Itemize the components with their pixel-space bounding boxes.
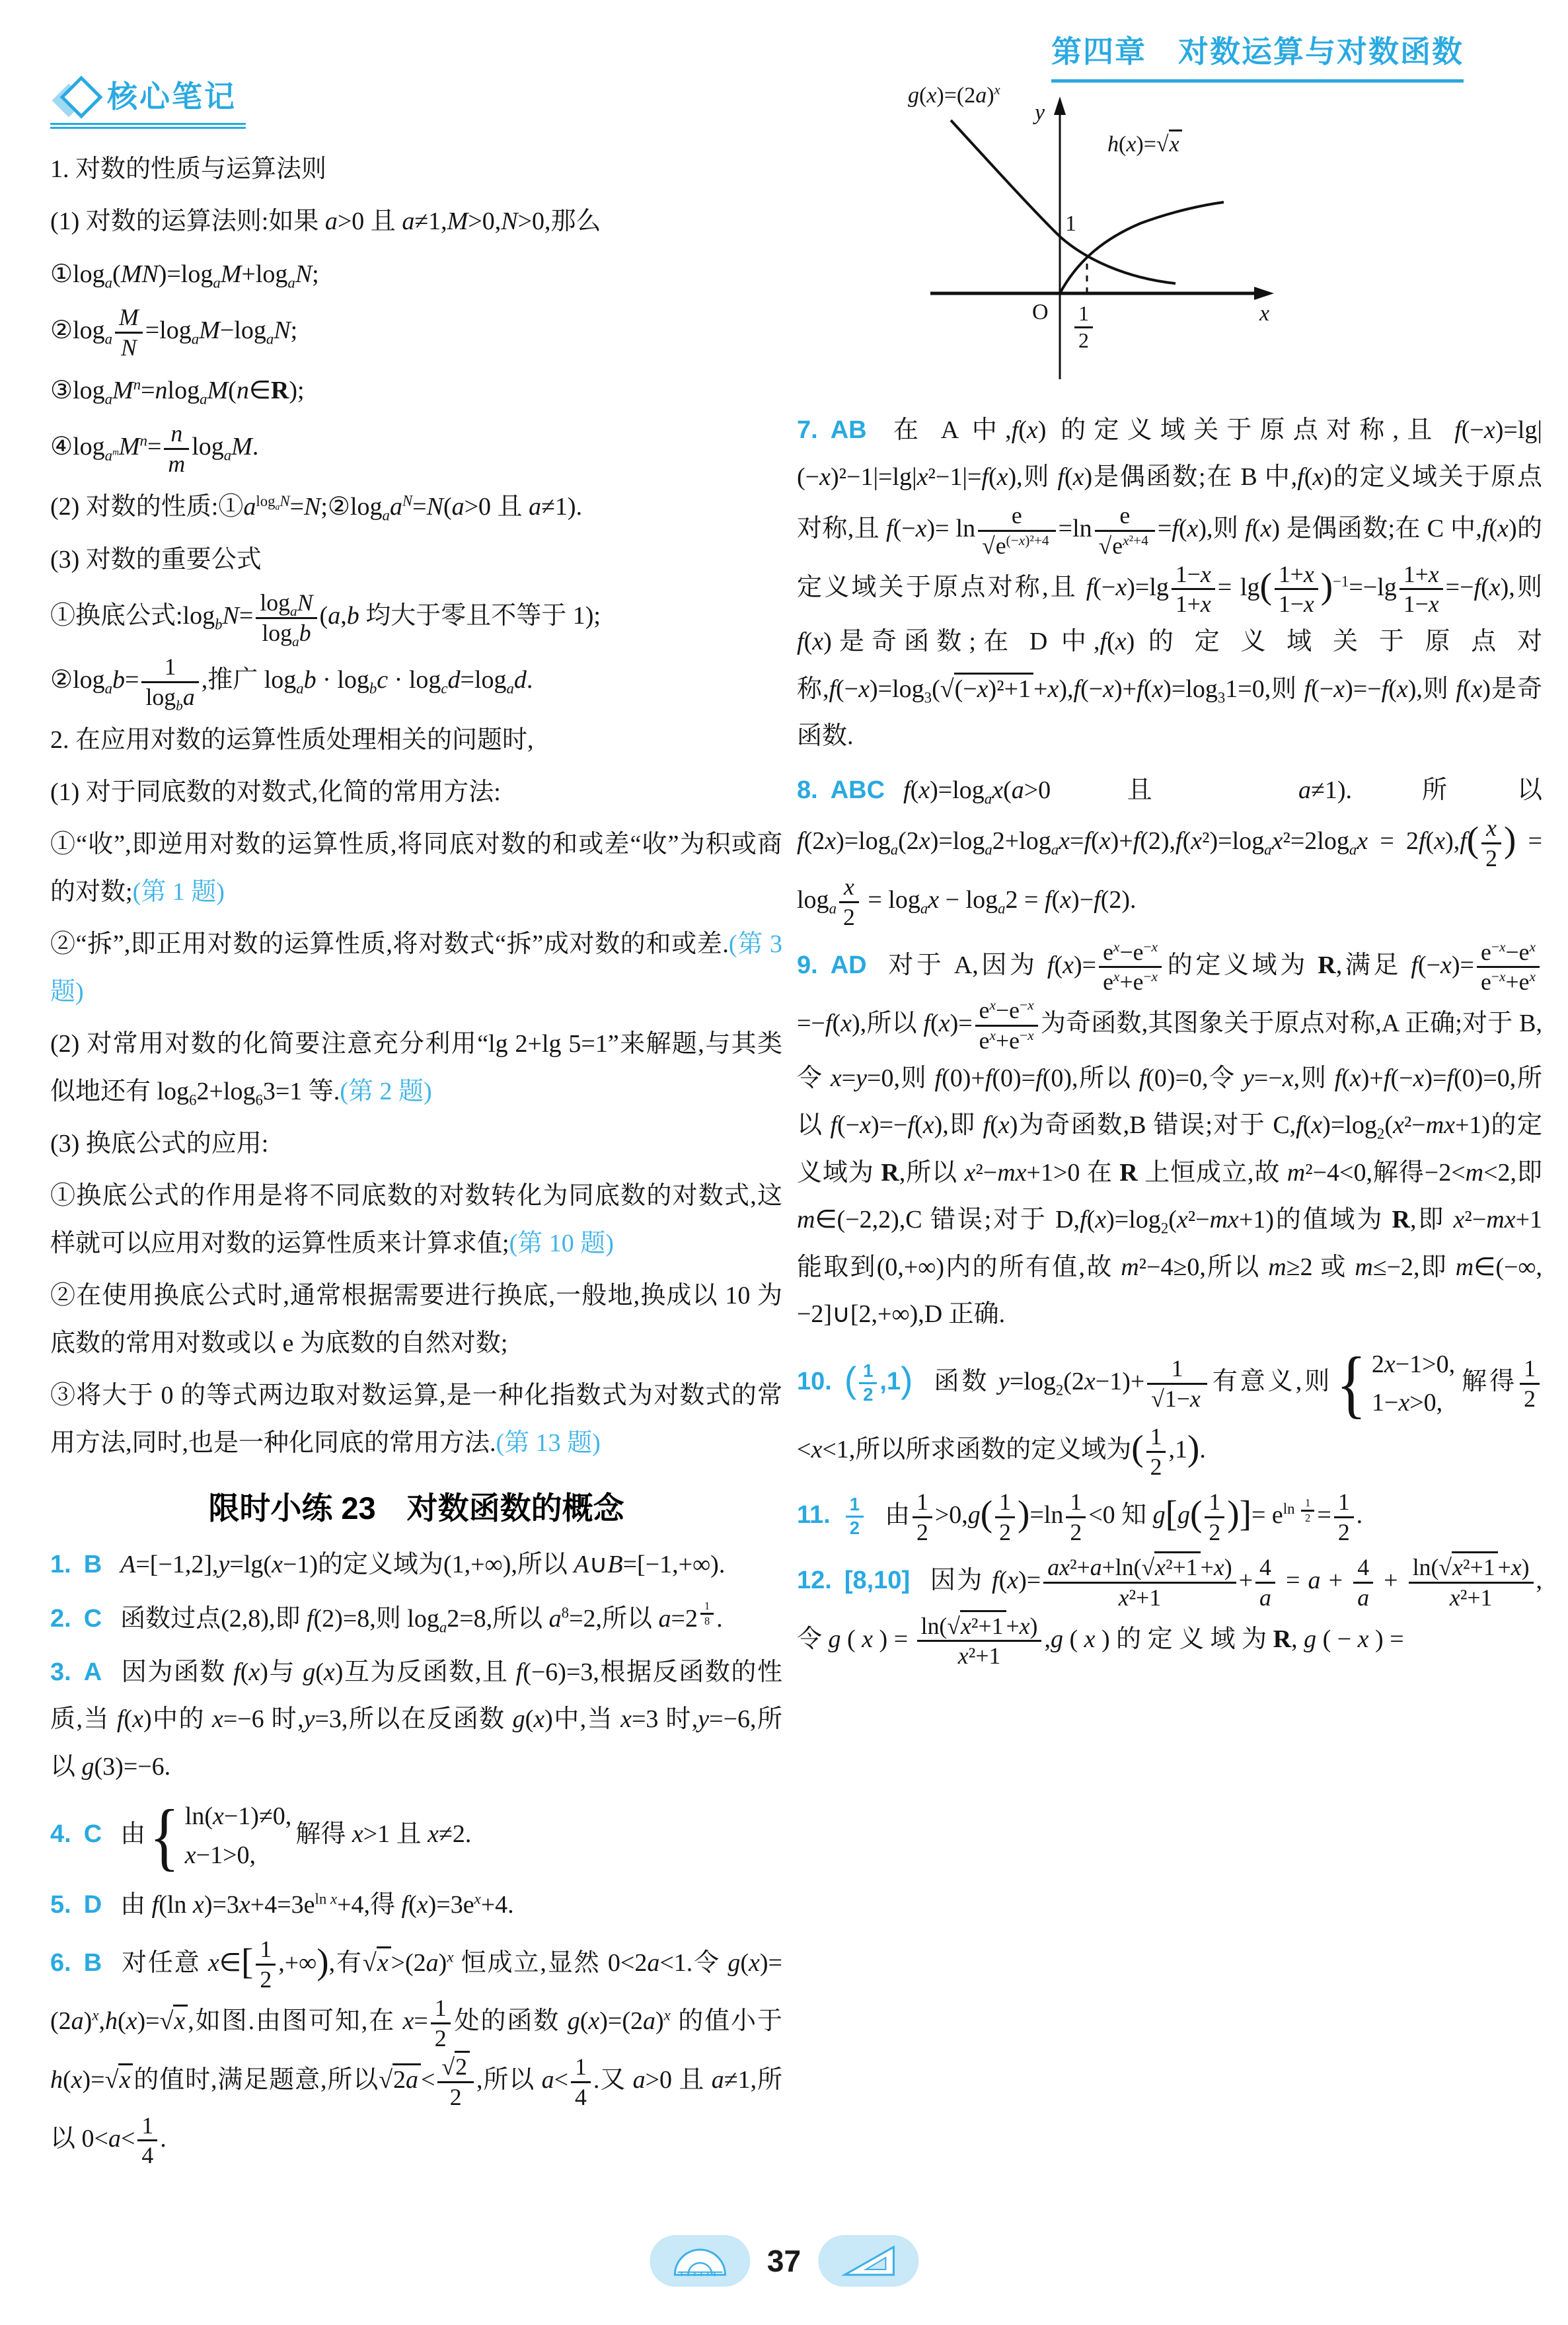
- answer-label: 8. ABC: [797, 776, 885, 804]
- solution-text: 对任意 x∈[ $\frac{1}{2}$ ,+∞),有$√x >(2a)^x$ 恒成立,显然 0<2a<1.令 $g(x)=(2a)^x,h(x)=√x$ ,如图.由图可知,在 x= $\frac{1}{2}$ 处的函数 $g(x)=(2a)^x$ 的值小于 h(x)=√x 的值时,满足题意,所以√2a < $\frac{√2}{2}$ ,所以 a< $\frac{1}{4}$ .又 a>0 且 a≠1,所以 0<a< $\frac{1}{4}$ .: [50, 1936, 782, 2169]
- solution-item: [50, 1596, 782, 1642]
- right-column: [797, 85, 1542, 1677]
- notes-paragraph: (1) 对数的运算法则:如果 a>0 且 a≠1,M>0,N>0,那么: [50, 207, 601, 236]
- notes-paragraph: 1. 对数的性质与运算法则: [50, 155, 327, 183]
- notes-paragraph: (3) 对数的重要公式: [50, 545, 262, 573]
- notes-paragraph: 2. 在应用对数的运算性质处理相关的问题时,: [50, 725, 534, 754]
- solution-text: 对于 A,因为 f(x)= $\frac{e^x-e^{-x}}{e^x+e^{-x}}$ 的定义域为 R,满足 f(−x)= $\frac{e^{-x}-e^x}{e^{-x}+e^x}$ =−f(x),所以 f(x)= $\frac{e^x-e^{-x}}{e^x+e^{-x}}$ 为奇函数,其图象关于原点对称,A 正确;对于 B,令 x=y=0,则 f(0)+f(0)=f(0),所以 f(0)=0,令 y=−x,则 f(x)+f(−x)=f(0)=0,所以 f(−x)=−f(x),即 f(x)为奇函数,B 错误;对于 $C,f(x)=\log_2(x^2-mx+1)$的定义域为 R,所以 x²−mx+1>0 在 R 上恒成立,故 m²−4<0,解得−2<m<2,即 m∈(−2,2),C 错误;对于 $D,f(x)=\log_2(x^2-mx+1)$的值域为 R,即 x²−mx+1 能取到(0,+∞)内的所有值,故 m²−4≥0,所以 m≥2 或 m≤−2,即 m∈(−∞,−2]∪[2,+∞),D 正确.: [797, 938, 1543, 1329]
- core-notes-body: [50, 146, 782, 1467]
- notes-paragraph: $④\log_{a^m}M^n=$ $\frac{n}{m}$ $\log_aM$.: [50, 420, 259, 478]
- x-axis-arrow: [1254, 287, 1274, 300]
- solution-item: [797, 767, 1542, 932]
- core-notes-badge: [50, 73, 246, 129]
- answer-label: 9. AD: [797, 951, 867, 979]
- notes-paragraph: ①换底公式的作用是将不同底数的对数转化为同底数的对数式,这样就可以应用对数的运算性质来计算求值;(第 10 题): [50, 1182, 782, 1257]
- solution-text: 由 $\frac{1}{2}$ >0,g( $\frac{1}{2}$ )=ln $\frac{1}{2}$ <0 知 g[g( $\frac{1}{2}$ )]= $e^{ln \frac{1}{2}}$ = $\frac{1}{2}$ .: [884, 1489, 1363, 1545]
- practice-title: 限时小练 23 对数函数的概念: [208, 1491, 624, 1526]
- x-tick-half: $\frac{1}{2}$: [1072, 301, 1096, 354]
- answer-label: 2. C: [50, 1604, 102, 1633]
- answer-label: 5. D: [50, 1891, 102, 1919]
- answer-label: 10. ( $\frac{1}{2}$ ,1): [797, 1359, 913, 1405]
- set-square-icon: [818, 2235, 918, 2287]
- solution-item: [50, 1649, 782, 1790]
- answer-label: 7. AB: [797, 416, 867, 444]
- solution-item: [797, 1341, 1542, 1482]
- g-curve-label: $g(x)=(2a)^x$: [908, 83, 1000, 108]
- solution-item: [797, 1553, 1542, 1670]
- page-footer: [650, 2235, 918, 2287]
- solution-text: 在 A 中,f(x) 的定义域关于原点对称,且 f(−x)=lg|(−x)²−1|=lg|x²−1|=f(x),则 f(x)是偶函数;在 B 中,f(x)的定义域关于原点对称,且 f(−x)= ln $\frac{e}{√e^{(-x)^2+4}}$ =ln $\frac{e}{√e^{x^2+4}}$ =f(x),则 f(x) 是偶函数;在 C 中,f(x)的定义域关于原点对称,且 f(−x)=lg $\frac{1-x}{1+x}$ = lg( $\frac{1+x}{1-x}$ )$^{-1}$=−lg $\frac{1+x}{1-x}$ =−f(x),则 f(x)是奇函数;在 D 中,f(x) 的 定 义 域 关 于 原 点 对 称$,f(-x)=\log_3(√(-x)^2+1 +x),f(-x)+f(x)=\log_31=0$,则 f(−x)=−f(x),则 f(x)是奇函数.: [797, 416, 1543, 751]
- answer-label: 6. B: [50, 1948, 102, 1977]
- notes-paragraph: $②\log_a$ $\frac{M}{N}$ $=\log_aM-\log_aN$;: [50, 304, 298, 361]
- protractor-icon: [650, 2235, 750, 2287]
- notes-paragraph: (1) 对于同底数的对数式,化简的常用方法:: [50, 778, 501, 806]
- solution-item: [50, 1882, 782, 1929]
- solution-item: [797, 938, 1542, 1339]
- practice-answers: [50, 1541, 782, 2170]
- notes-paragraph: (2) 对数的性质$:①a^{log_aN}=N;②\log_aa^N=N(a>0$ 且 a≠1).: [50, 492, 583, 524]
- solution-item: [797, 407, 1542, 760]
- origin-label: O: [1032, 300, 1049, 324]
- answer-label: 12. [8,10]: [797, 1566, 911, 1594]
- core-notes-title: 核心笔记: [107, 79, 237, 114]
- notes-paragraph: ①换底公式$:\log_bN=$ $\frac{\log_aN}{\log_ab}$ (a,b 均大于零且不等于 1);: [50, 589, 601, 650]
- y-tick-1: 1: [1065, 211, 1076, 236]
- notes-paragraph: $③\log_aM^n=nlog_aM(n\in R)$;: [50, 376, 305, 408]
- notes-paragraph: ②在使用换底公式时,通常根据需要进行换底,一般地,换成以 10 为底数的常用对数或以 e 为底数的自然对数;: [50, 1282, 782, 1357]
- solution-item: [50, 1541, 782, 1588]
- function-graph: [908, 83, 1278, 385]
- chapter-header: 第四章 对数运算与对数函数: [1051, 28, 1464, 83]
- h-curve: [1060, 202, 1224, 293]
- notes-paragraph: (3) 换底公式的应用:: [50, 1130, 269, 1158]
- notes-paragraph: ①“收”,即逆用对数的运算性质,将同底对数的和或差“收”为积或商的对数;(第 1 题): [50, 830, 782, 906]
- notes-paragraph: (2) 对常用对数的化简要注意充分利用“lg 2+lg 5=1”来解题,与其类似地还有 $\log_62+\log_63=1$ 等.(第 2 题): [50, 1030, 782, 1109]
- answer-label: 3. A: [50, 1658, 102, 1686]
- answer-label: 11. $\frac{1}{2}$: [797, 1501, 866, 1529]
- solution-text: A=[−1,2],y=lg(x−1)的定义域为(1,+∞),所以 A∪B=[−1,+∞).: [120, 1551, 726, 1579]
- y-axis-label: y: [1035, 100, 1045, 125]
- solution-text: $f(x)=\log_ax(a>0$ 且 a≠1).所以 $f(2x)=\log_a(2x)=\log_a2+\log_ax=f(x)+f(2),f(x^2)=\log_ax^2=2\log_ax = 2f(x),f$( $\frac{x}{2}$ ) = $\log_a$ $\frac{x}{2}$ = $\log_ax - \log_a2 = f(x)-f(2)$.: [797, 776, 1542, 930]
- solution-text: 函数过点(2,8),即 f(2)=8,则 $\log_a2=8$,所以 $a^8=2$,所以 a=2 $^{\frac{1}{8}}$ .: [120, 1600, 723, 1636]
- solution-text: 因为 f(x)= $\frac{\text{ax²+a+ln(√x²+1 +x)}}{\text{x²+1}}$ + $\frac{4}{a}$ = a + $\frac{4}{a}$ + $\frac{\text{ln(√x²+1 +x)}}{\text{x²+1}}$ , 令 g ( x ) = $\frac{\text{ln(√x²+1 +x)}}{\text{x²+1}}$ ,g ( x ) 的 定 义 域 为 R, g ( − x ) =: [797, 1567, 1542, 1653]
- solution-item: [50, 1794, 782, 1878]
- h-curve-label: h(x)=√x: [1107, 132, 1182, 157]
- solution-text: 由 f(ln $x)=3x+4=3e^{ln x}+4$,得 $f(x)=3e^x+4$.: [120, 1890, 514, 1919]
- solution-item: [50, 1935, 782, 2170]
- answer-label: 1. B: [50, 1551, 102, 1579]
- solution-text: 因为函数 f(x)与 g(x)互为反函数,且 f(−6)=3,根据反函数的性质,当 f(x)中的 x=−6 时,y=3,所以在反函数 g(x)中,当 x=3 时,y=−6,所以 g(3)=−6.: [50, 1658, 782, 1781]
- x-axis-label: x: [1259, 301, 1270, 326]
- notes-paragraph: ②“拆”,即正用对数的运算性质,将对数式“拆”成对数的和或差.(第 3 题): [50, 930, 783, 1006]
- notes-paragraph: $①\log_a(MN)=\log_aM+\log_aN$;: [50, 260, 319, 291]
- left-column: [50, 73, 782, 2176]
- solution-text: 函数 $y=\log_2(2x-1)+$ $\frac{1}{√1-x}$ 有意义,则 { 2x−1>0, 1−x>0, 解得 $\frac{1}{2}$ <x<1,所以所求函数的定义域为( $\frac{1}{2}$ ,1).: [797, 1368, 1542, 1463]
- page-number: 37: [766, 2244, 802, 2278]
- notes-paragraph: ③将大于 0 的等式两边取对数运算,是一种化指数式为对数式的常用方法,同时,也是一种化同底的常用方法.(第 13 题): [50, 1382, 782, 1457]
- solution-text: 由 { ln(x−1)≠0, x−1>0, 解得 x>1 且 x≠2.: [120, 1794, 472, 1878]
- answer-label: 4. C: [50, 1820, 102, 1848]
- y-axis-arrow: [1054, 96, 1066, 115]
- solution-list: [797, 407, 1542, 1670]
- notes-paragraph: $②\log_ab=$ $\frac{1}{\log_ba}$ ,推广 $\log_ab \cdot \log_bc \cdot \log_cd=\log_ad$.: [50, 653, 533, 714]
- solution-item: [797, 1488, 1542, 1547]
